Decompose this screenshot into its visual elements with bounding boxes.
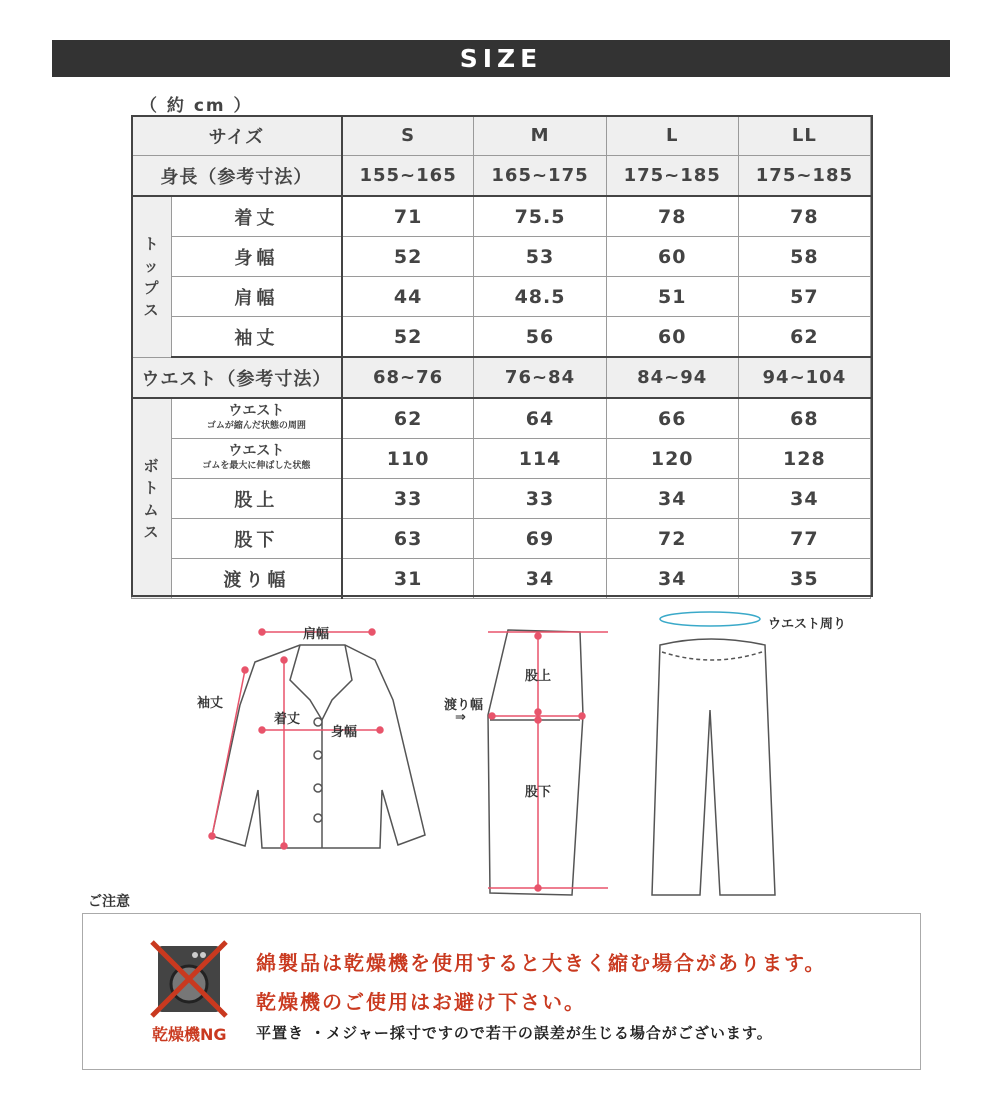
row-label: 身幅: [172, 237, 342, 277]
size-header-row: [132, 116, 871, 156]
table-cell: 68: [738, 398, 870, 439]
height-row: [132, 156, 871, 197]
table-cell: 66: [606, 398, 738, 439]
table-cell: 175~185: [606, 156, 738, 197]
table-cell: 128: [738, 439, 870, 479]
table-cell: 110: [342, 439, 474, 479]
row-label-main: ウエスト: [228, 402, 285, 419]
row-label: 着丈: [172, 196, 342, 237]
table-cell: 34: [606, 559, 738, 599]
table-cell: 60: [606, 317, 738, 358]
table-cell: 78: [606, 196, 738, 237]
table-cell: 78: [738, 196, 870, 237]
notice-note: 平置き ・メジャー採寸ですので若干の誤差が生じる場合がございます。: [256, 1024, 773, 1042]
notice-warning-2: 乾燥機のご使用はお避け下さい。: [256, 990, 586, 1014]
table-cell: 114: [474, 439, 606, 479]
arrow-right-icon: ⇒: [455, 710, 466, 725]
table-cell: 53: [474, 237, 606, 277]
size-s: S: [342, 116, 474, 156]
notice-title: ご注意: [88, 894, 130, 910]
table-row: [132, 277, 871, 317]
table-cell: 155~165: [342, 156, 474, 197]
unit-label: （ 約 cm ）: [140, 96, 253, 116]
table-cell: 60: [606, 237, 738, 277]
table-cell: 56: [474, 317, 606, 358]
size-m: M: [474, 116, 606, 156]
table-cell: 35: [738, 559, 870, 599]
table-cell: 58: [738, 237, 870, 277]
row-label: [172, 439, 342, 479]
label-shoulder: 肩幅: [303, 627, 330, 642]
row-label: 股上: [172, 479, 342, 519]
label-sleeve: 袖丈: [197, 696, 224, 711]
table-cell: 44: [342, 277, 474, 317]
table-cell: 64: [474, 398, 606, 439]
pants-front-outline: [652, 612, 775, 895]
row-label: 渡り幅: [172, 559, 342, 599]
table-cell: 72: [606, 519, 738, 559]
row-label: 肩幅: [172, 277, 342, 317]
size-l: L: [606, 116, 738, 156]
table-cell: 48.5: [474, 277, 606, 317]
size-banner: SIZE: [52, 40, 950, 77]
label-rise: 股上: [525, 669, 552, 684]
table-cell: 33: [342, 479, 474, 519]
table-cell: 34: [474, 559, 606, 599]
notice-warning-1: 綿製品は乾燥機を使用すると大きく縮む場合があります。: [256, 951, 827, 975]
table-cell: 62: [738, 317, 870, 358]
label-thigh: 渡り幅: [444, 698, 484, 713]
table-row: [132, 559, 871, 599]
waist-label: ウエスト（参考寸法）: [132, 357, 342, 398]
label-body-width: 身幅: [331, 725, 358, 740]
table-cell: 33: [474, 479, 606, 519]
table-cell: 57: [738, 277, 870, 317]
measurement-diagram: [0, 600, 1001, 900]
label-length: 着丈: [274, 712, 301, 727]
row-label-note: ゴムを最大に伸ばした状態: [202, 460, 311, 471]
waist-row: [132, 357, 871, 398]
table-cell: 51: [606, 277, 738, 317]
table-cell: 75.5: [474, 196, 606, 237]
tops-group-label: ト ッ プ ス: [132, 196, 172, 357]
table-cell: 62: [342, 398, 474, 439]
table-cell: 165~175: [474, 156, 606, 197]
row-label: 袖丈: [172, 317, 342, 358]
table-row: [132, 479, 871, 519]
table-row: [132, 317, 871, 358]
table-cell: 34: [738, 479, 870, 519]
table-cell: 52: [342, 237, 474, 277]
row-label-main: ウエスト: [228, 442, 285, 459]
table-row: [132, 196, 871, 237]
row-label: 股下: [172, 519, 342, 559]
table-cell: 76~84: [474, 357, 606, 398]
table-row: [132, 519, 871, 559]
height-label: 身長（参考寸法）: [132, 156, 342, 197]
table-cell: 63: [342, 519, 474, 559]
table-cell: 69: [474, 519, 606, 559]
dryer-ng-label: 乾燥機NG: [152, 1025, 227, 1044]
table-cell: 52: [342, 317, 474, 358]
row-label-note: ゴムが縮んだ状態の周囲: [206, 420, 306, 431]
dryer-ng-icon: [148, 938, 230, 1020]
table-row: [132, 439, 871, 479]
table-cell: 68~76: [342, 357, 474, 398]
bottoms-group-label: ボ ト ム ス: [132, 398, 172, 599]
table-row: [132, 398, 871, 439]
table-cell: 120: [606, 439, 738, 479]
size-ll: LL: [738, 116, 870, 156]
row-label: [172, 398, 342, 439]
label-inseam: 股下: [525, 785, 552, 800]
size-table: [131, 115, 871, 599]
table-cell: 175~185: [738, 156, 870, 197]
table-cell: 84~94: [606, 357, 738, 398]
table-cell: 94~104: [738, 357, 870, 398]
size-label: サイズ: [132, 116, 342, 156]
table-cell: 71: [342, 196, 474, 237]
table-cell: 31: [342, 559, 474, 599]
table-cell: 77: [738, 519, 870, 559]
table-cell: 34: [606, 479, 738, 519]
table-row: [132, 237, 871, 277]
label-waist-around: ウエスト周り: [768, 617, 847, 632]
